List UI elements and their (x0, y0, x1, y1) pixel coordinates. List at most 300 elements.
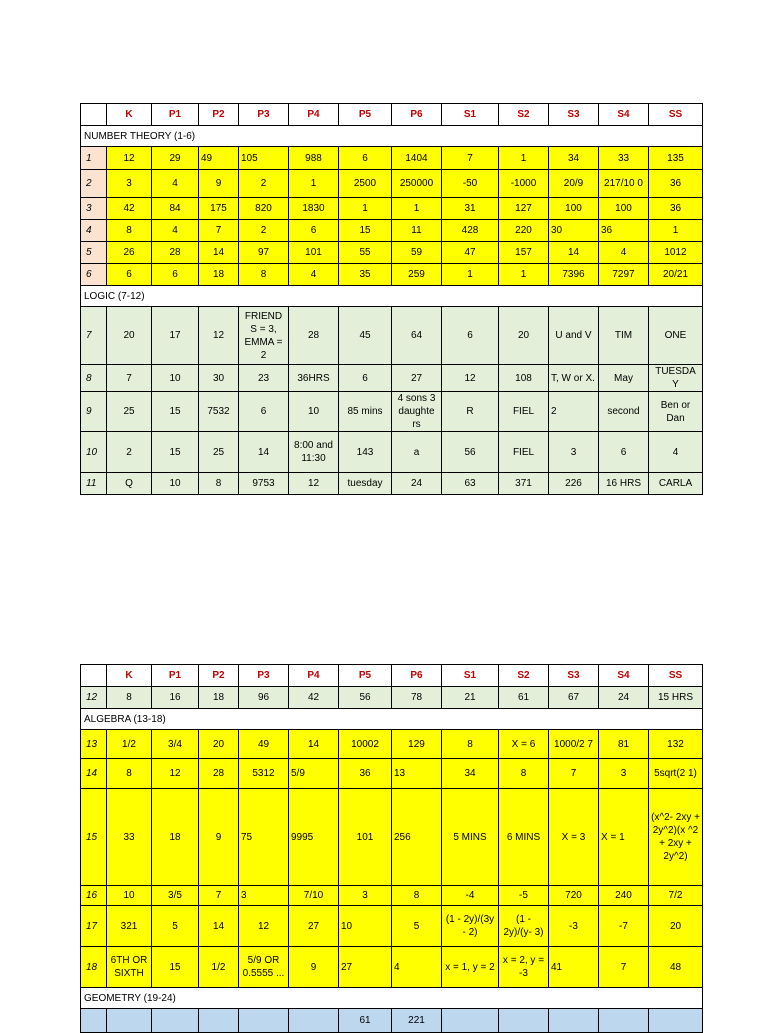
table-cell: 100 (549, 198, 599, 220)
table-cell: Q (107, 473, 152, 495)
table-cell: 35 (339, 264, 392, 286)
table-cell: 1 (499, 147, 549, 170)
row-number: 3 (81, 198, 107, 220)
table-cell: 7396 (549, 264, 599, 286)
table-row (81, 220, 703, 242)
table-cell: 41 (549, 947, 599, 988)
table-cell: 20 (499, 307, 549, 365)
table-cell: 7297 (599, 264, 649, 286)
table-cell: (x^2- 2xy + 2y^2)(x ^2 + 2xy + 2y^2) (649, 789, 703, 886)
row-number: 1 (81, 147, 107, 170)
table-cell: 26 (107, 242, 152, 264)
section-title: NUMBER THEORY (1-6) (81, 126, 703, 147)
table-cell: 12 (442, 365, 499, 392)
table-cell: 3 (239, 886, 289, 906)
table-cell: 81 (599, 730, 649, 759)
table-row (81, 198, 703, 220)
table-cell: 75 (239, 789, 289, 886)
table-cell: 45 (339, 307, 392, 365)
table-cell: 226 (549, 473, 599, 495)
column-header: P4 (289, 104, 339, 126)
table-cell: 143 (339, 432, 392, 473)
table-row (81, 307, 703, 365)
table-cell: 10 (152, 473, 199, 495)
table-cell: 5 MINS (442, 789, 499, 886)
section-row (81, 126, 703, 147)
table-cell: 6 (599, 432, 649, 473)
table-cell: 8 (199, 473, 239, 495)
table-cell: 9995 (289, 789, 339, 886)
table-cell: 20 (107, 307, 152, 365)
table-cell: 10 (152, 365, 199, 392)
table-cell: 321 (107, 906, 152, 947)
answer-table-1 (80, 103, 703, 495)
table-cell: Ben or Dan (649, 392, 703, 432)
table-cell: 97 (239, 242, 289, 264)
table-cell: 12 (199, 307, 239, 365)
table-cell: 428 (442, 220, 499, 242)
table-cell: 175 (199, 198, 239, 220)
table-cell: 14 (289, 730, 339, 759)
table-cell: 34 (442, 759, 499, 789)
table-cell: 4 (599, 242, 649, 264)
column-header (81, 665, 107, 687)
table-cell: 85 mins (339, 392, 392, 432)
table-cell: 33 (599, 147, 649, 170)
table-cell: 64 (392, 307, 442, 365)
table-cell: 23 (239, 365, 289, 392)
table-cell: 15 (152, 432, 199, 473)
table-cell: 33 (107, 789, 152, 886)
table-row (81, 170, 703, 198)
table-cell: 24 (599, 687, 649, 709)
table-cell (107, 1009, 152, 1033)
section-row (81, 286, 703, 307)
column-header: P6 (392, 104, 442, 126)
column-header: P2 (199, 104, 239, 126)
table-cell: 371 (499, 473, 549, 495)
column-header: P3 (239, 104, 289, 126)
row-number: 17 (81, 906, 107, 947)
table-cell: 4 (152, 220, 199, 242)
answer-table-2 (80, 664, 703, 1033)
row-number: 2 (81, 170, 107, 198)
table-cell: 42 (107, 198, 152, 220)
table-cell (442, 1009, 499, 1033)
table-cell: ONE (649, 307, 703, 365)
table-cell: 4 (649, 432, 703, 473)
table-cell: 11 (392, 220, 442, 242)
table-cell: 7 (199, 886, 239, 906)
table-cell: 7/10 (289, 886, 339, 906)
column-header: S3 (549, 665, 599, 687)
table-cell: 4 sons 3 daughte rs (392, 392, 442, 432)
table-cell: 56 (339, 687, 392, 709)
table-cell (239, 1009, 289, 1033)
table-cell: 96 (239, 687, 289, 709)
table-cell: -50 (442, 170, 499, 198)
table-cell: 55 (339, 242, 392, 264)
table-row (81, 242, 703, 264)
table-cell: 6 (239, 392, 289, 432)
table-cell: 15 (152, 392, 199, 432)
table-row (81, 473, 703, 495)
table-cell: 15 (339, 220, 392, 242)
table-cell: 6 (339, 365, 392, 392)
table-cell: 100 (599, 198, 649, 220)
row-number: 10 (81, 432, 107, 473)
table-row (81, 687, 703, 709)
table-cell: 1/2 (107, 730, 152, 759)
table-cell: 5sqrt(2 1) (649, 759, 703, 789)
table-cell: 63 (442, 473, 499, 495)
table-cell: 2 (549, 392, 599, 432)
table-cell: 36 (649, 198, 703, 220)
table-cell: 14 (199, 242, 239, 264)
table-cell: 132 (649, 730, 703, 759)
table-cell: 8 (107, 759, 152, 789)
table-cell: 105 (239, 147, 289, 170)
table-cell: 4 (289, 264, 339, 286)
table-cell: 5 (152, 906, 199, 947)
row-number: 8 (81, 365, 107, 392)
table-row (81, 906, 703, 947)
table-cell: 101 (339, 789, 392, 886)
column-header: K (107, 104, 152, 126)
table-cell: 1 (339, 198, 392, 220)
column-header: SS (649, 665, 703, 687)
table-cell: 259 (392, 264, 442, 286)
table-cell: 6TH OR SIXTH (107, 947, 152, 988)
table-cell: 3 (599, 759, 649, 789)
table-cell: -5 (499, 886, 549, 906)
table-cell: 1404 (392, 147, 442, 170)
table-row (81, 886, 703, 906)
row-number: 14 (81, 759, 107, 789)
table-cell: 1 (499, 264, 549, 286)
table-cell: FIEL (499, 432, 549, 473)
table-cell: 220 (499, 220, 549, 242)
table-cell: 7 (199, 220, 239, 242)
column-header: S1 (442, 104, 499, 126)
row-number: 4 (81, 220, 107, 242)
table-cell: 3 (107, 170, 152, 198)
table-cell: 25 (107, 392, 152, 432)
row-number (81, 1009, 107, 1033)
table-cell: 8 (239, 264, 289, 286)
table-cell (289, 1009, 339, 1033)
table-cell: 56 (442, 432, 499, 473)
table-cell: 2 (107, 432, 152, 473)
table-cell: 3 (339, 886, 392, 906)
table-cell: 10 (107, 886, 152, 906)
table-cell: 3 (549, 432, 599, 473)
row-number: 15 (81, 789, 107, 886)
table-cell: 7/2 (649, 886, 703, 906)
table-cell: 221 (392, 1009, 442, 1033)
table-cell: (1 - 2y)/(y- 3) (499, 906, 549, 947)
table-row (81, 365, 703, 392)
row-number: 6 (81, 264, 107, 286)
column-header: S2 (499, 665, 549, 687)
section-row (81, 988, 703, 1009)
table-cell: 16 HRS (599, 473, 649, 495)
table-cell: 3/4 (152, 730, 199, 759)
table-cell: -3 (549, 906, 599, 947)
table-cell: 250000 (392, 170, 442, 198)
column-header: P2 (199, 665, 239, 687)
table-row (81, 730, 703, 759)
table-cell: 8 (442, 730, 499, 759)
section-title: LOGIC (7-12) (81, 286, 703, 307)
row-number: 16 (81, 886, 107, 906)
table-cell: 8 (499, 759, 549, 789)
table-cell: 12 (239, 906, 289, 947)
table-cell: 7532 (199, 392, 239, 432)
column-header: S2 (499, 104, 549, 126)
table-cell: 6 (107, 264, 152, 286)
row-number: 9 (81, 392, 107, 432)
table-cell: 27 (392, 365, 442, 392)
column-header (81, 104, 107, 126)
column-header: P5 (339, 104, 392, 126)
table-cell: 101 (289, 242, 339, 264)
table-cell: 30 (199, 365, 239, 392)
table-cell: 135 (649, 147, 703, 170)
table-cell: 6 (289, 220, 339, 242)
table-cell: 14 (239, 432, 289, 473)
table-cell: 2500 (339, 170, 392, 198)
column-header: S4 (599, 665, 649, 687)
table-row (81, 1009, 703, 1033)
column-header: P3 (239, 665, 289, 687)
table-cell: 36 (599, 220, 649, 242)
table-cell: 6 MINS (499, 789, 549, 886)
table-cell: 27 (289, 906, 339, 947)
table-cell (599, 1009, 649, 1033)
table-cell: 8 (392, 886, 442, 906)
table-cell: X = 6 (499, 730, 549, 759)
table-cell: 14 (199, 906, 239, 947)
table-cell: 78 (392, 687, 442, 709)
table-cell: 20/9 (549, 170, 599, 198)
table-cell (499, 1009, 549, 1033)
table-cell: 1000/2 7 (549, 730, 599, 759)
table-row (81, 759, 703, 789)
table-cell: FIEL (499, 392, 549, 432)
table-cell: 108 (499, 365, 549, 392)
row-number: 13 (81, 730, 107, 759)
table-cell: 24 (392, 473, 442, 495)
table-cell: 7 (107, 365, 152, 392)
table-cell: 28 (199, 759, 239, 789)
header-row (81, 665, 703, 687)
column-header: P1 (152, 665, 199, 687)
table-cell: 59 (392, 242, 442, 264)
table-cell: 8 (107, 220, 152, 242)
table-cell: 10 (339, 906, 392, 947)
table-cell: 8:00 and 11:30 (289, 432, 339, 473)
table-cell: -4 (442, 886, 499, 906)
table-cell: 217/10 0 (599, 170, 649, 198)
table-cell: 12 (289, 473, 339, 495)
table-cell: 28 (152, 242, 199, 264)
table-row (81, 947, 703, 988)
table-cell: -7 (599, 906, 649, 947)
table-cell: 67 (549, 687, 599, 709)
table-cell: 28 (289, 307, 339, 365)
table-cell: 256 (392, 789, 442, 886)
table-cell: 4 (392, 947, 442, 988)
table-cell: 13 (392, 759, 442, 789)
table-cell: 14 (549, 242, 599, 264)
table-cell: 31 (442, 198, 499, 220)
table-cell (199, 1009, 239, 1033)
table-cell: 36 (649, 170, 703, 198)
column-header: S3 (549, 104, 599, 126)
section-title: ALGEBRA (13-18) (81, 709, 703, 730)
table-cell: 2 (239, 220, 289, 242)
table-cell: 3/5 (152, 886, 199, 906)
table-cell: 18 (152, 789, 199, 886)
table-cell: 5312 (239, 759, 289, 789)
table-cell: a (392, 432, 442, 473)
table-row (81, 432, 703, 473)
table-cell: 9 (199, 789, 239, 886)
row-number: 7 (81, 307, 107, 365)
table-cell: 1 (289, 170, 339, 198)
table-cell: tuesday (339, 473, 392, 495)
table-row (81, 789, 703, 886)
table-cell: 36 (339, 759, 392, 789)
table-cell: 47 (442, 242, 499, 264)
table-cell: 49 (239, 730, 289, 759)
table-cell: CARLA (649, 473, 703, 495)
table-cell: 5 (392, 906, 442, 947)
table-cell: 6 (152, 264, 199, 286)
table-cell: 12 (107, 147, 152, 170)
table-cell: 7 (549, 759, 599, 789)
table-cell: 5/9 (289, 759, 339, 789)
table-cell: T, W or X. (549, 365, 599, 392)
table-cell (549, 1009, 599, 1033)
table-cell: 10002 (339, 730, 392, 759)
table-cell: 127 (499, 198, 549, 220)
table-cell: 129 (392, 730, 442, 759)
table-cell: 61 (499, 687, 549, 709)
table-cell: 157 (499, 242, 549, 264)
row-number: 5 (81, 242, 107, 264)
column-header: S1 (442, 665, 499, 687)
section-title: GEOMETRY (19-24) (81, 988, 703, 1009)
table-cell: 12 (152, 759, 199, 789)
table-row (81, 147, 703, 170)
column-header: S4 (599, 104, 649, 126)
table-cell: 15 HRS (649, 687, 703, 709)
row-number: 11 (81, 473, 107, 495)
table-cell: 820 (239, 198, 289, 220)
table-cell: FRIEND S = 3, EMMA = 2 (239, 307, 289, 365)
table-cell (649, 1009, 703, 1033)
row-number: 18 (81, 947, 107, 988)
table-cell: 15 (152, 947, 199, 988)
table-cell: 27 (339, 947, 392, 988)
table-cell: 6 (442, 307, 499, 365)
table-cell: X = 1 (599, 789, 649, 886)
table-cell: 1012 (649, 242, 703, 264)
table-cell: 9753 (239, 473, 289, 495)
table-cell: 29 (152, 147, 199, 170)
table-cell: 1 (649, 220, 703, 242)
table-cell: 84 (152, 198, 199, 220)
column-header: SS (649, 104, 703, 126)
table-cell: R (442, 392, 499, 432)
table-cell: 6 (339, 147, 392, 170)
table-cell: 2 (239, 170, 289, 198)
table-cell: 48 (649, 947, 703, 988)
table-cell: X = 3 (549, 789, 599, 886)
table-cell: 21 (442, 687, 499, 709)
table-cell: 720 (549, 886, 599, 906)
column-header: P4 (289, 665, 339, 687)
table-cell: 9 (289, 947, 339, 988)
table-cell: 4 (152, 170, 199, 198)
table-cell: 7 (442, 147, 499, 170)
table-cell: 9 (199, 170, 239, 198)
table-cell: 17 (152, 307, 199, 365)
column-header: P1 (152, 104, 199, 126)
table-cell: 1 (392, 198, 442, 220)
table-cell: 18 (199, 264, 239, 286)
table-row (81, 392, 703, 432)
table-cell: TUESDA Y (649, 365, 703, 392)
table-cell: 36HRS (289, 365, 339, 392)
section-row (81, 709, 703, 730)
table-cell: -1000 (499, 170, 549, 198)
table-cell: 61 (339, 1009, 392, 1033)
table-row (81, 264, 703, 286)
table-cell: 1/2 (199, 947, 239, 988)
table-cell: 18 (199, 687, 239, 709)
column-header: P5 (339, 665, 392, 687)
table-cell: 1830 (289, 198, 339, 220)
table-cell: 30 (549, 220, 599, 242)
table-cell: 20/21 (649, 264, 703, 286)
table-cell: 20 (199, 730, 239, 759)
table-cell: 16 (152, 687, 199, 709)
row-number: 12 (81, 687, 107, 709)
table-cell: 988 (289, 147, 339, 170)
table-cell: x = 1, y = 2 (442, 947, 499, 988)
table-cell: May (599, 365, 649, 392)
table-cell: (1 - 2y)/(3y - 2) (442, 906, 499, 947)
table-cell: 34 (549, 147, 599, 170)
table-cell: 8 (107, 687, 152, 709)
table-cell: 42 (289, 687, 339, 709)
table-cell: 25 (199, 432, 239, 473)
column-header: P6 (392, 665, 442, 687)
table-cell: x = 2, y = -3 (499, 947, 549, 988)
table-cell: 1 (442, 264, 499, 286)
table-cell: TIM (599, 307, 649, 365)
table-cell: 240 (599, 886, 649, 906)
table-cell: 10 (289, 392, 339, 432)
header-row (81, 104, 703, 126)
table-cell: 7 (599, 947, 649, 988)
table-cell: 20 (649, 906, 703, 947)
table-cell (152, 1009, 199, 1033)
table-cell: 49 (199, 147, 239, 170)
